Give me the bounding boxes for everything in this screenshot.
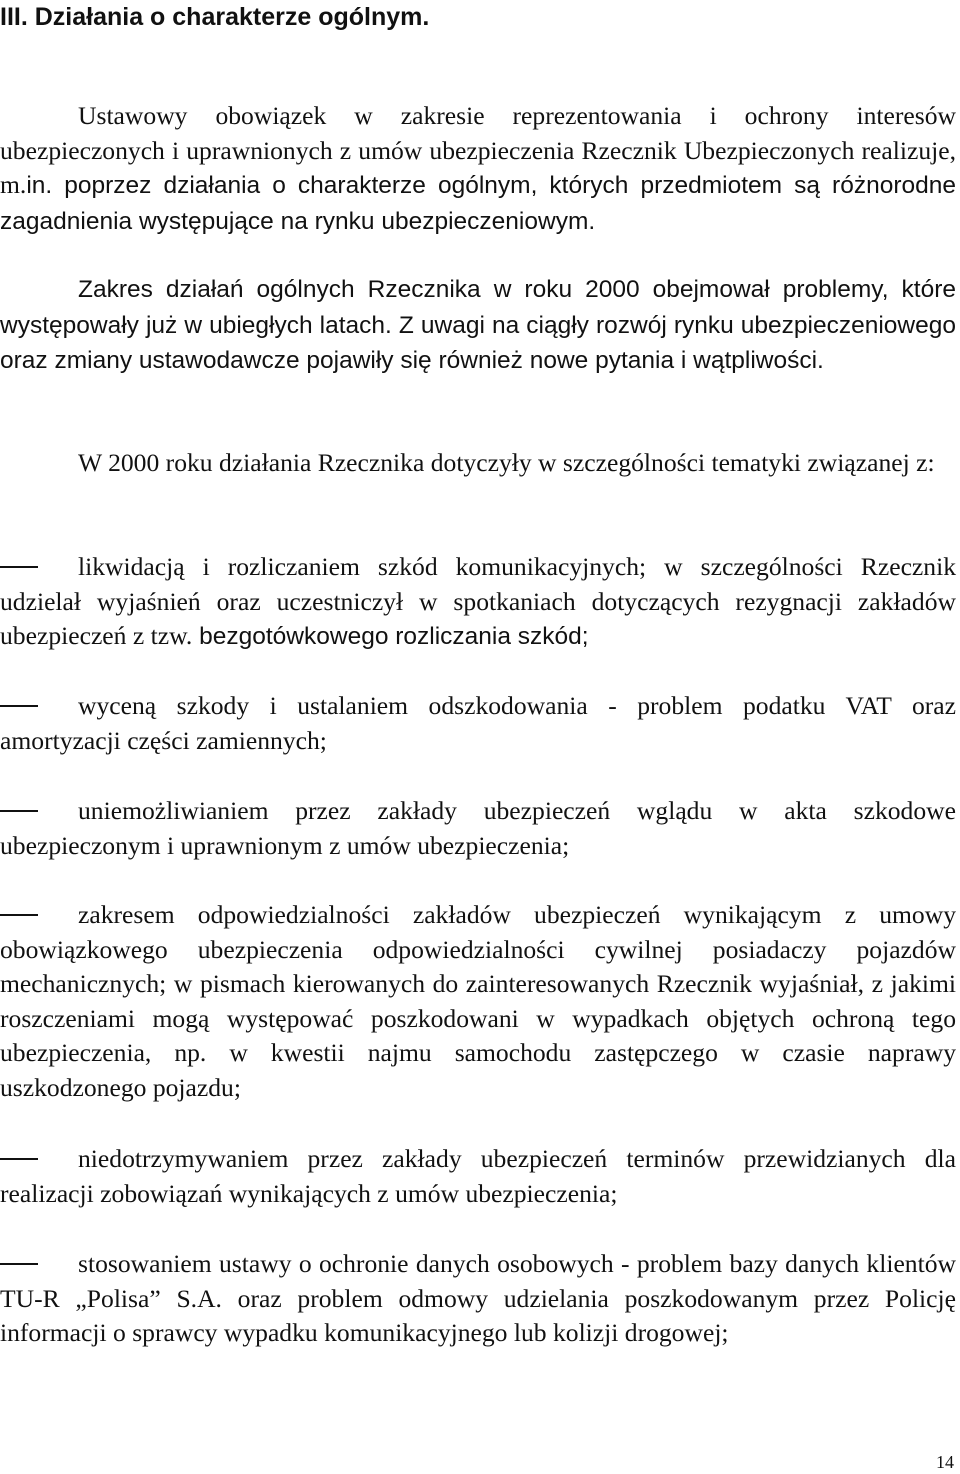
list-item-text: zakresem odpowiedzialności zakładów ubezpieczeń wynikającym z umowy obowiązkowego ubezpieczenia odpowiedzialności cywilnej posiadaczy pojazdów mechanicznych; w pismach kierowanych do zainteresowanych Rzecznik wyjaśniał, z jakimi roszczeniami mogą występować poszkodowani w wypadkach objętych ochroną tego ubezpieczenia, np. w kwestii najmu samochodu zastępczego w czasie naprawy uszkodzonego pojazdu; — [0, 900, 956, 1102]
dash-bullet — [0, 1158, 38, 1160]
list-item — [0, 1142, 956, 1211]
list-item — [0, 550, 956, 655]
intro-paragraph-1 — [0, 99, 956, 239]
intro-text-1b: in. poprzez działania o charakterze ogólnym, których przedmiotem są różnorodne zagadnienia występujące na rynku ubezpieczeniowym. — [0, 172, 956, 235]
list-item-text: niedotrzymywaniem przez zakłady ubezpieczeń terminów przewidzianych dla realizacji zobowiązań wynikających z umów ubezpieczenia; — [0, 1144, 956, 1208]
list-item-text-tail: bezgotówkowego rozliczania szkód; — [192, 623, 589, 651]
list-item-text: likwidacją i rozliczaniem szkód komunikacyjnych; w szczególności Rzecznik udzielał wyjaśnień oraz uczestniczył w spotkaniach dotyczących rezygnacji zakładów ubezpieczeń z tzw. — [0, 552, 956, 651]
intro-text-1a: Ustawowy obowiązek w zakresie reprezentowania i ochrony interesów ubezpieczonych i uprawnionych z umów ubezpieczenia Rzecznik Ubezpieczonych realizuje, m. — [0, 101, 956, 200]
section-heading: III. Działania o charakterze ogólnym. — [0, 3, 430, 31]
page-number: 14 — [936, 1452, 954, 1472]
intro-paragraph-3: W 2000 roku działania Rzecznika dotyczyły w szczególności tematyki związanej z: — [78, 448, 935, 477]
intro-paragraph-2 — [0, 272, 956, 379]
list-item — [0, 898, 956, 1106]
dash-bullet — [0, 566, 38, 568]
dash-bullet — [0, 1263, 38, 1265]
intro-text-2a: Zakres działań ogólnych Rzecznika w roku 2000 obejmował problemy, które występowały już w ubiegłych latach. — [0, 276, 956, 339]
list-item — [0, 689, 956, 758]
list-item-text: wyceną szkody i ustalaniem odszkodowania - problem podatku VAT oraz amortyzacji części zamiennych; — [0, 691, 956, 755]
list-item-text: uniemożliwianiem przez zakłady ubezpieczeń wglądu w akta szkodowe ubezpieczonym i uprawnionym z umów ubezpieczenia; — [0, 796, 956, 860]
dash-bullet — [0, 705, 38, 707]
list-item — [0, 1247, 956, 1351]
list-item-text: stosowaniem ustawy o ochronie danych osobowych - problem bazy danych klientów TU-R „Polisa” S.A. oraz problem odmowy udzielania poszkodowanym przez Policję informacji o sprawcy wypadku komunikacyjnego lub kolizji drogowej; — [0, 1249, 956, 1348]
list-item — [0, 794, 956, 863]
dash-bullet — [0, 810, 38, 812]
dash-bullet — [0, 914, 38, 916]
intro-text-2b: Z uwagi na ciągły rozwój rynku ubezpieczeniowego oraz zmiany ustawodawcze pojawiły się również nowe pytania i wątpliwości. — [0, 311, 957, 375]
